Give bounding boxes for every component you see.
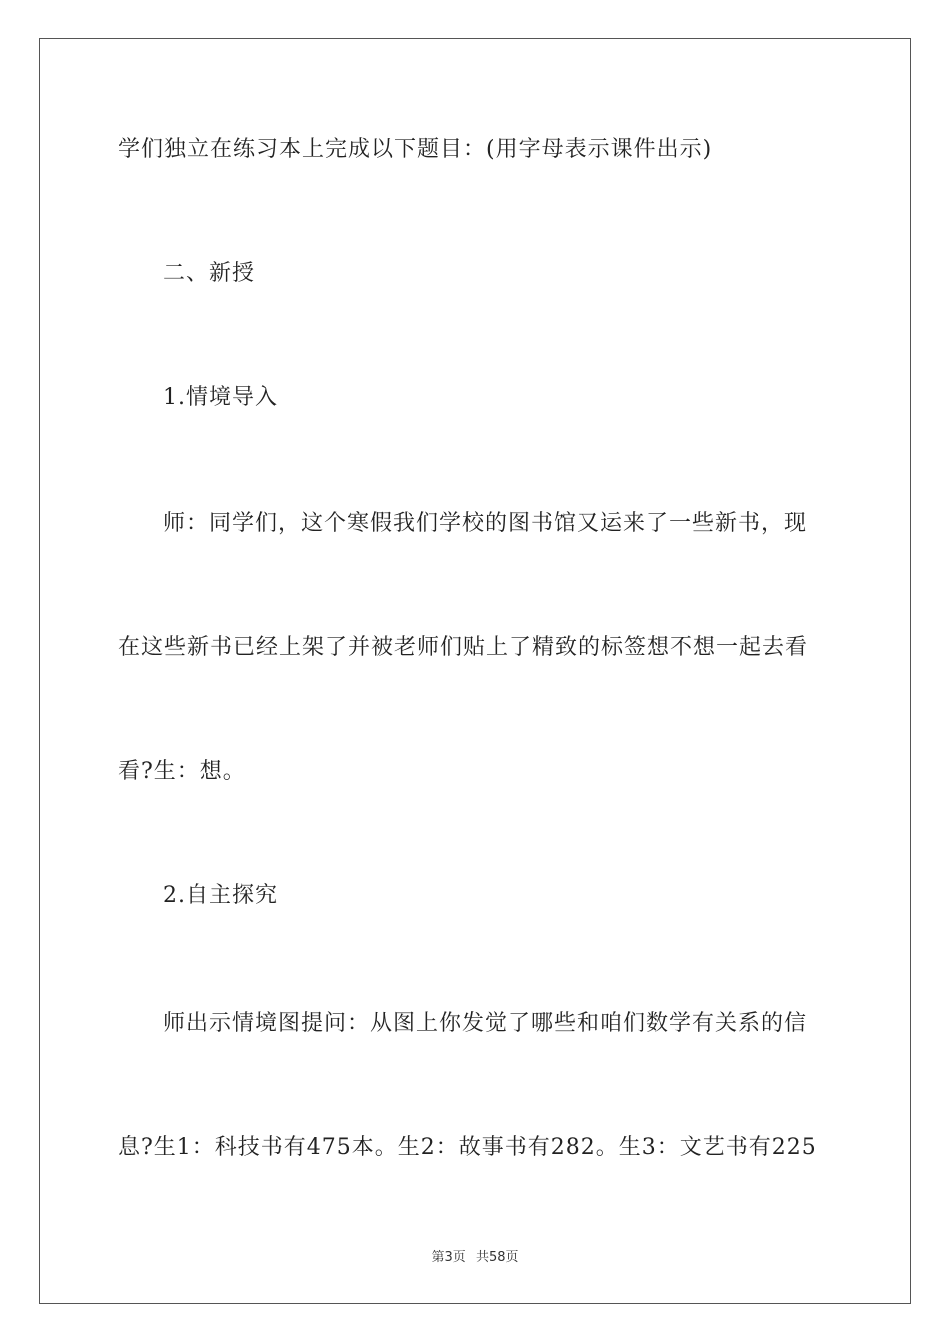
- text-line-teacher-intro: 师：同学们，这个寒假我们学校的图书馆又运来了一些新书，现: [163, 511, 808, 536]
- page-number: 第3页: [431, 1250, 466, 1265]
- total-pages: 共58页: [475, 1250, 519, 1265]
- subheading-scenario-intro: 1.情境导入: [163, 385, 278, 410]
- page-border: [39, 38, 911, 1304]
- text-line-student-answers: 息?生1：科技书有475本。生2：故事书有282。生3：文艺书有225: [118, 1135, 817, 1160]
- text-line-continuation-1: 在这些新书已经上架了并被老师们贴上了精致的标签想不想一起去看: [118, 635, 809, 660]
- text-line-1: 学们独立在练习本上完成以下题目：(用字母表示课件出示): [118, 137, 713, 162]
- subheading-self-exploration: 2.自主探究: [163, 883, 278, 908]
- section-heading-new-lesson: 二、新授: [163, 261, 256, 286]
- page-footer: [0, 1246, 950, 1265]
- text-line-continuation-2: 看?生：想。: [118, 759, 246, 784]
- text-line-teacher-question: 师出示情境图提问：从图上你发觉了哪些和咱们数学有关系的信: [163, 1011, 808, 1036]
